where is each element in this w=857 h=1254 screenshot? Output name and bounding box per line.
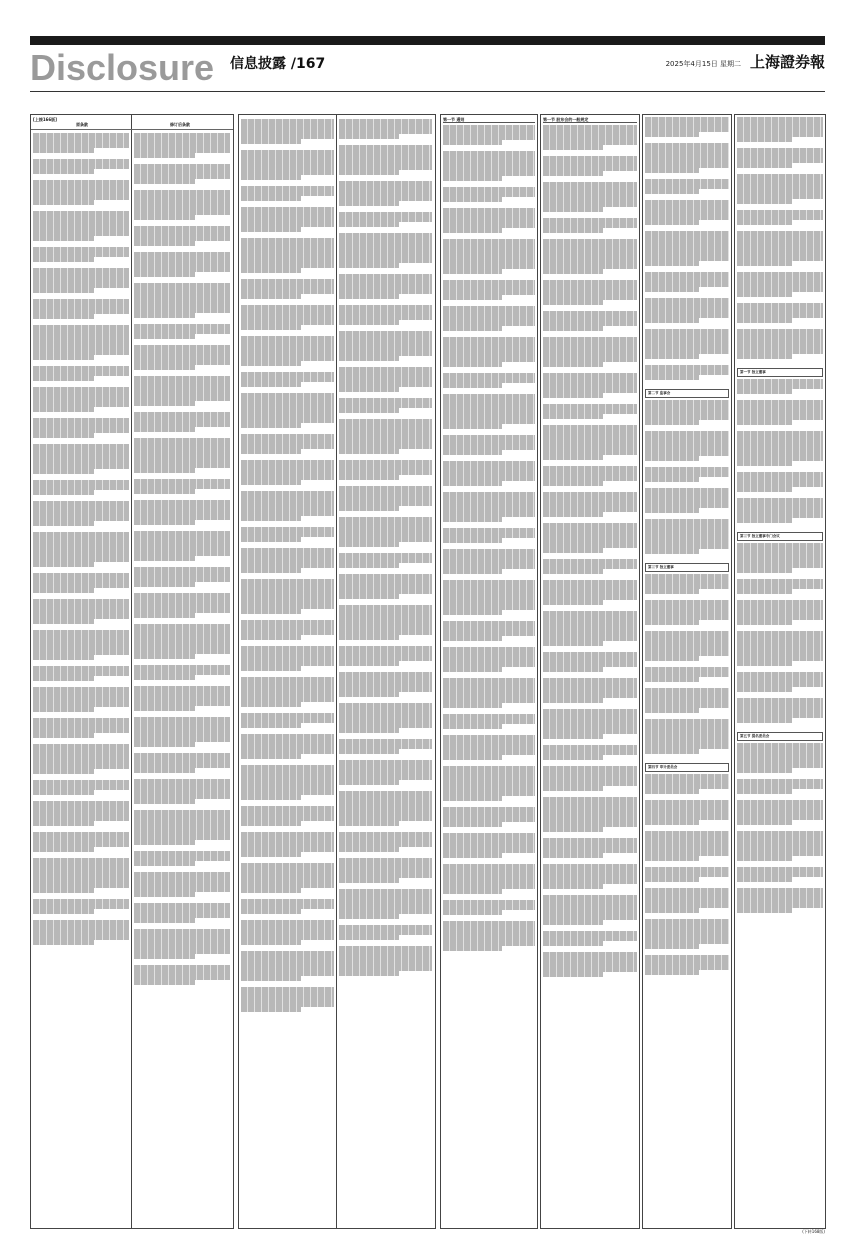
text-line — [134, 706, 195, 711]
text-line — [134, 799, 195, 804]
text-line — [339, 821, 399, 826]
text-line — [33, 288, 94, 293]
text-line — [134, 742, 195, 747]
section-heading-special-meeting: 第三节 独立董事专门会议 — [737, 532, 823, 541]
text-line — [33, 588, 94, 593]
text-line — [339, 449, 399, 454]
text-line — [645, 877, 699, 882]
text-line — [645, 908, 699, 913]
text-line — [443, 636, 502, 641]
text-line — [33, 940, 94, 945]
text-line — [33, 521, 94, 526]
page-number: /167 — [290, 56, 326, 72]
text-line — [241, 325, 301, 330]
text-line — [645, 549, 699, 554]
text-line — [645, 168, 699, 173]
text-line — [543, 171, 603, 176]
table-split — [336, 115, 337, 1228]
text-line — [134, 654, 195, 659]
text-column-5 — [642, 114, 732, 1229]
text-line — [737, 261, 792, 266]
text-line — [645, 477, 699, 482]
text-line — [443, 481, 502, 486]
text-line — [737, 199, 792, 204]
text-line — [645, 375, 699, 380]
text-line — [737, 568, 792, 573]
text-line — [543, 228, 603, 233]
text-line — [543, 512, 603, 517]
text-line — [33, 888, 94, 893]
text-line — [737, 661, 792, 666]
text-line — [134, 675, 195, 680]
text-line — [443, 946, 502, 951]
text-line — [645, 220, 699, 225]
text-line — [241, 361, 301, 366]
text-line — [33, 847, 94, 852]
text-line — [443, 822, 502, 827]
text-line — [543, 884, 603, 889]
text-line — [134, 334, 195, 339]
section-title-text: 信息披露 — [230, 56, 286, 72]
text-line — [339, 320, 399, 325]
text-line — [339, 780, 399, 785]
table-split — [131, 115, 132, 1228]
text-line — [33, 169, 94, 174]
text-line — [241, 480, 301, 485]
text-line — [339, 506, 399, 511]
text-line — [737, 487, 792, 492]
text-line — [737, 908, 792, 913]
text-line — [543, 920, 603, 925]
text-line — [737, 163, 792, 168]
text-column-4 — [540, 114, 640, 1229]
text-line — [543, 145, 603, 150]
text-line — [443, 910, 502, 915]
text-line — [241, 382, 301, 387]
page-body — [30, 114, 825, 1227]
text-line — [134, 365, 195, 370]
text-line — [443, 450, 502, 455]
text-line — [33, 769, 94, 774]
text-line — [645, 261, 699, 266]
text-line — [339, 878, 399, 883]
text-line — [241, 702, 301, 707]
text-line — [645, 354, 699, 359]
text-line — [443, 269, 502, 274]
text-line — [737, 461, 792, 466]
text-line — [339, 661, 399, 666]
text-line — [134, 980, 195, 985]
text-line — [443, 176, 502, 181]
text-line — [543, 734, 603, 739]
text-line — [134, 556, 195, 561]
paper-name: 上海證券報 — [749, 53, 825, 71]
text-line — [33, 562, 94, 567]
text-line — [241, 423, 301, 428]
text-line — [543, 972, 603, 977]
table-head — [31, 115, 233, 129]
text-line — [543, 269, 603, 274]
text-line — [645, 287, 699, 292]
comparison-table-left — [30, 114, 234, 1229]
paragraph-gap — [645, 754, 729, 760]
text-line — [33, 733, 94, 738]
text-line — [645, 189, 699, 194]
text-line — [339, 935, 399, 940]
column-body — [643, 115, 731, 977]
section-heading-audit: 第二节 监事会 — [645, 389, 729, 398]
table-subheader-revised: 修订后条款 — [170, 122, 190, 127]
text-line — [33, 821, 94, 826]
section-title — [230, 52, 325, 76]
paragraph-gap — [645, 554, 729, 560]
column-body — [735, 115, 825, 915]
text-line — [134, 153, 195, 158]
text-line — [443, 796, 502, 801]
text-line — [339, 222, 399, 227]
section-heading-nomination: 第五节 提名委员会 — [737, 732, 823, 741]
table-header-note: [上接166版] — [33, 117, 58, 122]
text-line — [241, 909, 301, 914]
text-line — [33, 376, 94, 381]
text-line — [33, 469, 94, 474]
text-line — [241, 888, 301, 893]
text-line — [339, 542, 399, 547]
text-line — [737, 292, 792, 297]
text-line — [339, 134, 399, 139]
text-line — [339, 728, 399, 733]
text-line — [33, 200, 94, 205]
text-line — [134, 861, 195, 866]
text-line — [339, 170, 399, 175]
text-line — [33, 314, 94, 319]
text-line — [543, 698, 603, 703]
text-line — [241, 227, 301, 232]
text-line — [645, 318, 699, 323]
table-cells-original — [33, 133, 129, 945]
paragraph-gap — [737, 359, 823, 365]
text-line — [737, 518, 792, 523]
text-line — [33, 148, 94, 153]
edition-date: 2025年4月15日 星期二 — [665, 60, 741, 68]
paragraph-gap — [737, 723, 823, 729]
text-line — [339, 635, 399, 640]
text-line — [645, 677, 699, 682]
section-heading-independent-director: 第一节 独立董事 — [737, 368, 823, 377]
text-line — [645, 708, 699, 713]
text-line — [645, 508, 699, 513]
text-line — [339, 971, 399, 976]
text-line — [241, 795, 301, 800]
text-line — [339, 356, 399, 361]
text-line — [645, 820, 699, 825]
section-heading-independent: 第三节 独立董事 — [645, 563, 729, 572]
text-line — [737, 389, 792, 394]
table-cells-revised — [339, 119, 432, 976]
text-line — [241, 537, 301, 542]
text-line — [443, 326, 502, 331]
text-line — [645, 656, 699, 661]
text-line — [33, 407, 94, 412]
text-line — [543, 362, 603, 367]
text-line — [134, 215, 195, 220]
text-line — [339, 263, 399, 268]
text-line — [134, 241, 195, 246]
text-line — [33, 257, 94, 262]
text-line — [543, 393, 603, 398]
text-line — [737, 877, 792, 882]
text-line — [241, 268, 301, 273]
text-line — [241, 821, 301, 826]
text-line — [241, 723, 301, 728]
text-line — [339, 914, 399, 919]
text-line — [339, 847, 399, 852]
text-line — [543, 600, 603, 605]
text-line — [134, 427, 195, 432]
text-line — [339, 563, 399, 568]
text-line — [737, 220, 792, 225]
text-column-3 — [440, 114, 538, 1229]
text-line — [33, 909, 94, 914]
paragraph-gap — [645, 380, 729, 386]
text-column-6 — [734, 114, 826, 1229]
text-line — [134, 840, 195, 845]
text-line — [543, 207, 603, 212]
text-line — [443, 853, 502, 858]
text-line — [543, 569, 603, 574]
text-line — [134, 468, 195, 473]
text-line — [645, 856, 699, 861]
text-line — [543, 641, 603, 646]
text-line — [645, 970, 699, 975]
text-line — [134, 272, 195, 277]
text-line — [543, 786, 603, 791]
text-line — [241, 139, 301, 144]
text-line — [443, 140, 502, 145]
text-line — [134, 892, 195, 897]
text-line — [241, 635, 301, 640]
text-line — [241, 940, 301, 945]
text-line — [737, 318, 792, 323]
text-line — [134, 401, 195, 406]
text-line — [543, 481, 603, 486]
text-line — [443, 724, 502, 729]
text-line — [543, 300, 603, 305]
text-line — [443, 755, 502, 760]
text-line — [645, 132, 699, 137]
text-line — [645, 589, 699, 594]
text-line — [737, 589, 792, 594]
text-line — [339, 294, 399, 299]
text-line — [241, 516, 301, 521]
column-body — [441, 115, 537, 953]
text-line — [645, 620, 699, 625]
text-line — [339, 692, 399, 697]
text-line — [543, 548, 603, 553]
text-line — [134, 520, 195, 525]
text-line — [543, 827, 603, 832]
text-line — [241, 754, 301, 759]
masthead — [30, 46, 825, 90]
text-line — [443, 667, 502, 672]
text-line — [134, 489, 195, 494]
text-line — [737, 420, 792, 425]
text-line — [543, 414, 603, 419]
text-line — [33, 790, 94, 795]
text-line — [241, 294, 301, 299]
text-line — [241, 175, 301, 180]
text-line — [443, 569, 502, 574]
text-line — [737, 856, 792, 861]
text-line — [543, 941, 603, 946]
text-line — [737, 820, 792, 825]
text-line — [241, 609, 301, 614]
brand-word: Disclosure — [30, 47, 215, 88]
text-line — [241, 449, 301, 454]
text-line — [134, 582, 195, 587]
text-line — [33, 655, 94, 660]
text-line — [737, 620, 792, 625]
text-line — [339, 201, 399, 206]
text-line — [134, 918, 195, 923]
text-line — [443, 538, 502, 543]
masthead-top-band — [30, 36, 825, 45]
text-line — [33, 490, 94, 495]
text-line — [737, 687, 792, 692]
text-line — [543, 667, 603, 672]
text-line — [645, 456, 699, 461]
text-line — [443, 362, 502, 367]
column-body — [541, 115, 639, 979]
continued-note: (下转168版) — [802, 1229, 825, 1234]
text-line — [443, 610, 502, 615]
text-line — [543, 455, 603, 460]
text-line — [33, 355, 94, 360]
text-line — [33, 236, 94, 241]
text-line — [543, 755, 603, 760]
column-heading: 第一节 通则 — [443, 117, 535, 123]
text-line — [134, 954, 195, 959]
text-line — [339, 387, 399, 392]
text-line — [339, 408, 399, 413]
text-line — [543, 853, 603, 858]
text-line — [443, 228, 502, 233]
text-line — [241, 666, 301, 671]
text-line — [443, 424, 502, 429]
text-line — [134, 613, 195, 618]
text-line — [33, 707, 94, 712]
text-line — [241, 852, 301, 857]
text-line — [241, 1007, 301, 1012]
table-subheader-original: 原条款 — [76, 122, 88, 127]
text-line — [33, 619, 94, 624]
text-line — [241, 568, 301, 573]
table-rule — [31, 129, 233, 130]
column-heading: 第一节 股东会的一般规定 — [543, 117, 637, 123]
text-line — [737, 718, 792, 723]
text-line — [737, 789, 792, 794]
text-line — [443, 703, 502, 708]
text-line — [737, 137, 792, 142]
text-line — [241, 976, 301, 981]
text-line — [737, 354, 792, 359]
text-line — [443, 383, 502, 388]
text-line — [134, 179, 195, 184]
masthead-rule — [30, 91, 825, 92]
text-line — [645, 420, 699, 425]
table-cells-original — [241, 119, 334, 1012]
text-line — [543, 326, 603, 331]
text-line — [134, 768, 195, 773]
text-line — [33, 433, 94, 438]
comparison-table-middle — [238, 114, 436, 1229]
text-line — [443, 197, 502, 202]
text-line — [339, 594, 399, 599]
text-line — [339, 475, 399, 480]
text-line — [645, 749, 699, 754]
text-line — [339, 749, 399, 754]
text-line — [645, 944, 699, 949]
section-heading-committee: 第四节 审计委员会 — [645, 763, 729, 772]
text-line — [443, 295, 502, 300]
paragraph-gap — [737, 523, 823, 529]
text-line — [443, 889, 502, 894]
text-line — [645, 789, 699, 794]
text-line — [134, 313, 195, 318]
text-line — [737, 768, 792, 773]
table-cells-revised — [134, 133, 230, 985]
text-line — [241, 196, 301, 201]
table-subheaders — [33, 122, 231, 127]
text-line — [443, 517, 502, 522]
text-line — [33, 676, 94, 681]
